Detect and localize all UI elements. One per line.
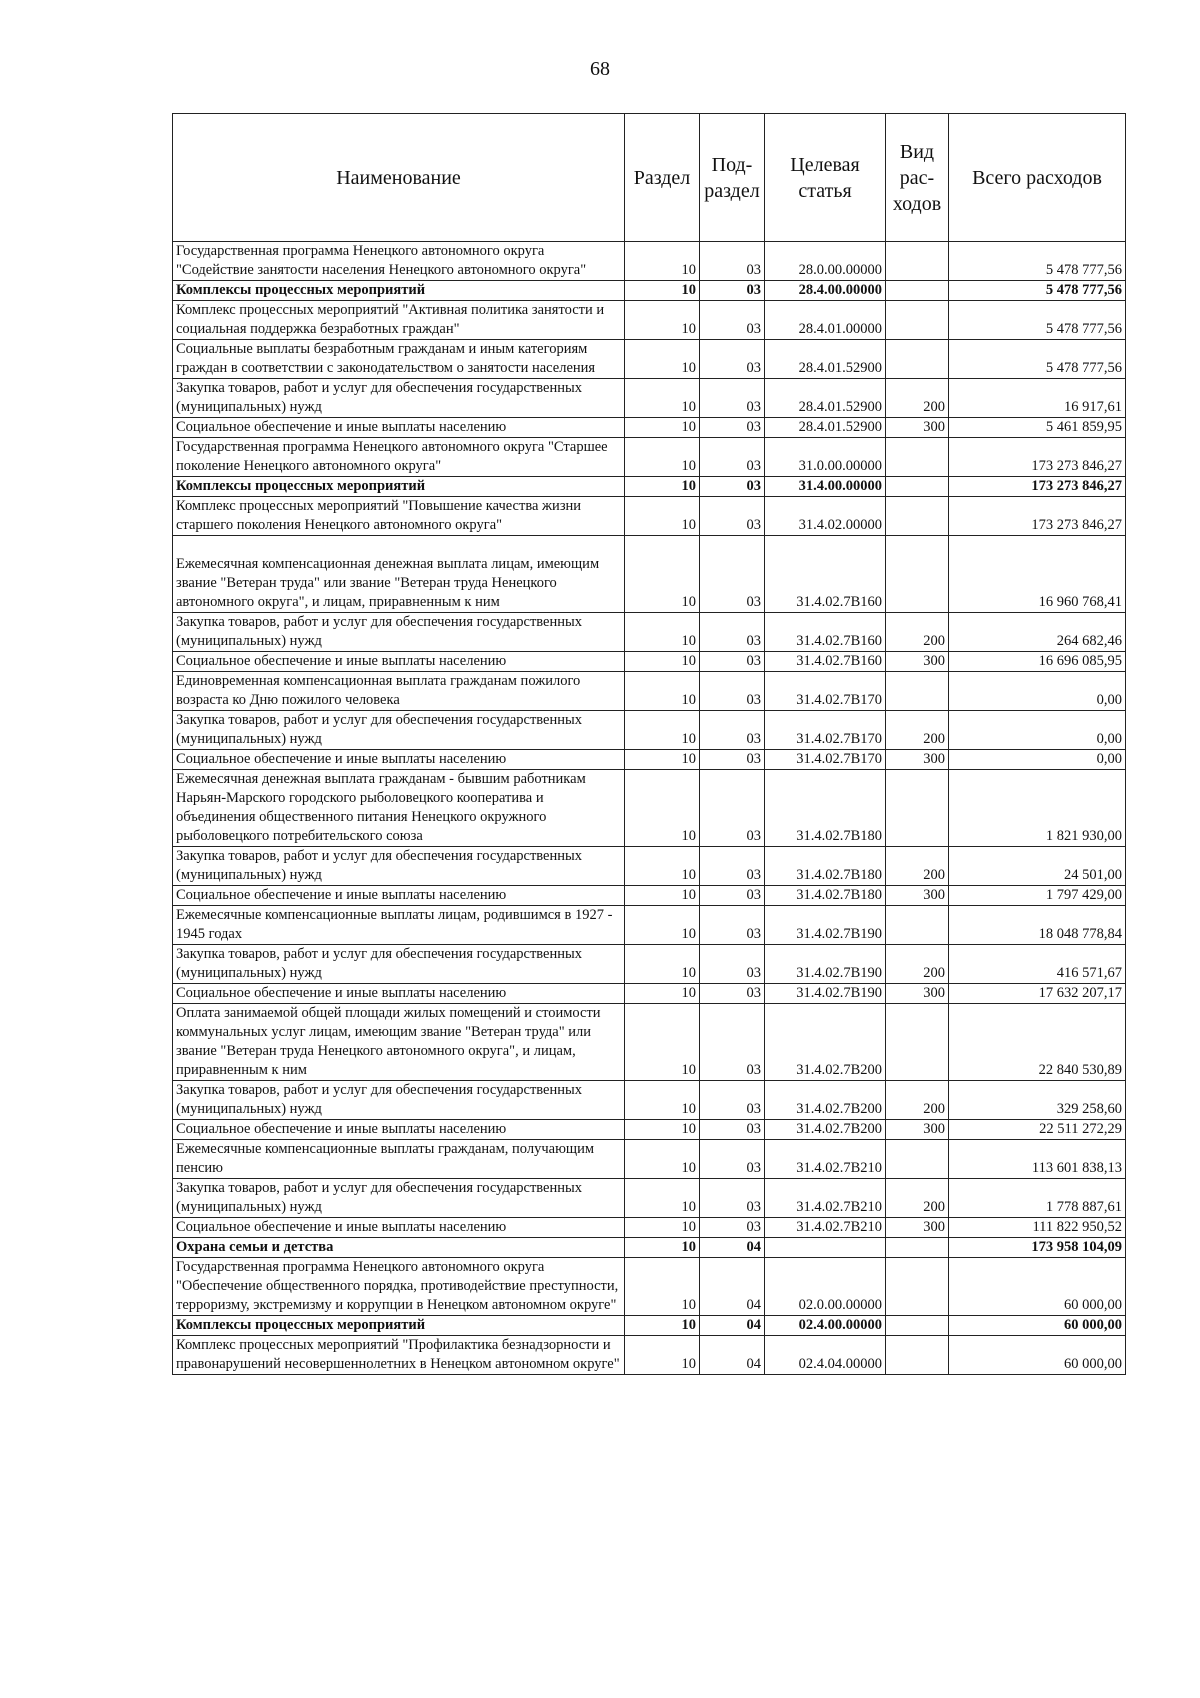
- table-row: [173, 847, 1126, 886]
- cell-subsection: 03: [700, 906, 765, 945]
- table-row: [173, 770, 1126, 847]
- cell-kind: 300: [886, 1218, 949, 1238]
- cell-kind: 300: [886, 750, 949, 770]
- cell-total: 173 273 846,27: [949, 497, 1126, 536]
- cell-subsection: 03: [700, 847, 765, 886]
- header-kind-line3: ходов: [892, 192, 942, 215]
- header-section: Раздел: [625, 114, 700, 242]
- cell-kind: [886, 1238, 949, 1258]
- cell-subsection: 03: [700, 340, 765, 379]
- cell-subsection: 03: [700, 242, 765, 281]
- table-row: [173, 379, 1126, 418]
- cell-section: 10: [625, 379, 700, 418]
- cell-section: 10: [625, 1004, 700, 1081]
- cell-kind: 200: [886, 379, 949, 418]
- header-subsection-line2: раздел: [704, 179, 760, 202]
- cell-kind: 200: [886, 1179, 949, 1218]
- cell-section: 10: [625, 340, 700, 379]
- cell-total: 1 821 930,00: [949, 770, 1126, 847]
- cell-section: 10: [625, 1218, 700, 1238]
- cell-kind: [886, 770, 949, 847]
- table-row: [173, 1238, 1126, 1258]
- cell-kind: [886, 438, 949, 477]
- cell-total: 264 682,46: [949, 613, 1126, 652]
- cell-total: 60 000,00: [949, 1316, 1126, 1336]
- cell-subsection: 03: [700, 1140, 765, 1179]
- table-row: [173, 1316, 1126, 1336]
- cell-kind: [886, 1316, 949, 1336]
- cell-subsection: 03: [700, 497, 765, 536]
- cell-kind: [886, 536, 949, 613]
- cell-subsection: 04: [700, 1336, 765, 1375]
- cell-target: 31.4.02.7В170: [765, 672, 886, 711]
- cell-kind: 300: [886, 418, 949, 438]
- cell-kind: 200: [886, 847, 949, 886]
- table-row: [173, 613, 1126, 652]
- cell-target: 31.4.02.7В180: [765, 847, 886, 886]
- cell-kind: 200: [886, 613, 949, 652]
- table-row: [173, 242, 1126, 281]
- cell-target: 31.4.02.7В160: [765, 536, 886, 613]
- cell-kind: [886, 301, 949, 340]
- cell-section: 10: [625, 613, 700, 652]
- cell-target: 31.4.02.7В170: [765, 750, 886, 770]
- table-row: [173, 1120, 1126, 1140]
- page-number: 68: [590, 58, 610, 80]
- cell-kind: [886, 1140, 949, 1179]
- cell-total: 16 960 768,41: [949, 536, 1126, 613]
- cell-target: [765, 1238, 886, 1258]
- cell-name: Закупка товаров, работ и услуг для обеспечения государственных (муниципальных) нужд: [173, 1081, 625, 1120]
- header-name: Наименование: [173, 114, 625, 242]
- cell-name: Социальное обеспечение и иные выплаты населению: [173, 418, 625, 438]
- cell-target: 02.0.00.00000: [765, 1258, 886, 1316]
- table-row: [173, 1140, 1126, 1179]
- cell-total: 5 478 777,56: [949, 281, 1126, 301]
- cell-section: 10: [625, 1316, 700, 1336]
- cell-subsection: 04: [700, 1258, 765, 1316]
- cell-name: Оплата занимаемой общей площади жилых помещений и стоимости коммунальных услуг лицам, имеющим звание "Ветеран труда" или звание "Ветеран труда Ненецкого автономного округа", и лицам, приравненным к ним: [173, 1004, 625, 1081]
- cell-total: 173 958 104,09: [949, 1238, 1126, 1258]
- cell-target: 31.4.02.7В190: [765, 906, 886, 945]
- cell-section: 10: [625, 242, 700, 281]
- cell-target: 31.4.02.7В180: [765, 770, 886, 847]
- cell-total: 173 273 846,27: [949, 477, 1126, 497]
- cell-target: 31.4.02.7В160: [765, 613, 886, 652]
- budget-table: [172, 113, 1126, 1375]
- cell-section: 10: [625, 1081, 700, 1120]
- cell-subsection: 03: [700, 477, 765, 497]
- cell-total: 416 571,67: [949, 945, 1126, 984]
- cell-target: 31.4.02.7В200: [765, 1004, 886, 1081]
- cell-subsection: 03: [700, 770, 765, 847]
- table-row: [173, 301, 1126, 340]
- cell-name: Закупка товаров, работ и услуг для обеспечения государственных (муниципальных) нужд: [173, 1179, 625, 1218]
- cell-name: Социальное обеспечение и иные выплаты населению: [173, 1120, 625, 1140]
- cell-name: Государственная программа Ненецкого автономного округа "Содействие занятости населения Ненецкого автономного округа": [173, 242, 625, 281]
- table-body: [173, 242, 1126, 1375]
- cell-kind: [886, 242, 949, 281]
- cell-subsection: 03: [700, 438, 765, 477]
- table-row: [173, 438, 1126, 477]
- cell-section: 10: [625, 770, 700, 847]
- cell-total: 113 601 838,13: [949, 1140, 1126, 1179]
- cell-target: 31.4.02.7В200: [765, 1120, 886, 1140]
- table-row: [173, 1258, 1126, 1316]
- cell-target: 31.4.02.7В190: [765, 945, 886, 984]
- cell-total: 17 632 207,17: [949, 984, 1126, 1004]
- cell-kind: 300: [886, 652, 949, 672]
- cell-total: 22 840 530,89: [949, 1004, 1126, 1081]
- cell-subsection: 03: [700, 672, 765, 711]
- table-row: [173, 1081, 1126, 1120]
- table-row: [173, 281, 1126, 301]
- cell-section: 10: [625, 847, 700, 886]
- cell-name: Закупка товаров, работ и услуг для обеспечения государственных (муниципальных) нужд: [173, 613, 625, 652]
- cell-kind: [886, 477, 949, 497]
- cell-kind: [886, 281, 949, 301]
- cell-subsection: 03: [700, 886, 765, 906]
- cell-subsection: 03: [700, 711, 765, 750]
- cell-section: 10: [625, 945, 700, 984]
- cell-total: 173 273 846,27: [949, 438, 1126, 477]
- cell-total: 0,00: [949, 672, 1126, 711]
- cell-kind: 300: [886, 1120, 949, 1140]
- cell-subsection: 03: [700, 418, 765, 438]
- table-row: [173, 1336, 1126, 1375]
- cell-subsection: 03: [700, 750, 765, 770]
- cell-kind: [886, 906, 949, 945]
- cell-total: 22 511 272,29: [949, 1120, 1126, 1140]
- table-row: [173, 750, 1126, 770]
- cell-total: 16 696 085,95: [949, 652, 1126, 672]
- cell-section: 10: [625, 1179, 700, 1218]
- cell-section: 10: [625, 1238, 700, 1258]
- table-row: [173, 1179, 1126, 1218]
- table-row: [173, 340, 1126, 379]
- cell-kind: [886, 1336, 949, 1375]
- cell-section: 10: [625, 984, 700, 1004]
- cell-name: Ежемесячная денежная выплата гражданам - бывшим работникам Нарьян-Марского городского рыболовецкого кооператива и объединения общественного питания Ненецкого окружного рыболовецкого потребительского союза: [173, 770, 625, 847]
- table-row: [173, 1004, 1126, 1081]
- cell-name: Комплексы процессных мероприятий: [173, 281, 625, 301]
- cell-name: Ежемесячные компенсационные выплаты гражданам, получающим пенсию: [173, 1140, 625, 1179]
- cell-name: Единовременная компенсационная выплата гражданам пожилого возраста ко Дню пожилого человека: [173, 672, 625, 711]
- cell-subsection: 04: [700, 1238, 765, 1258]
- cell-target: 31.4.02.7В190: [765, 984, 886, 1004]
- header-subsection-line1: Под-: [711, 153, 753, 176]
- cell-total: 111 822 950,52: [949, 1218, 1126, 1238]
- cell-name: Социальное обеспечение и иные выплаты населению: [173, 984, 625, 1004]
- table-row: [173, 652, 1126, 672]
- cell-name: Государственная программа Ненецкого автономного округа "Старшее поколение Ненецкого автономного округа": [173, 438, 625, 477]
- header-target-line2: статья: [798, 179, 852, 202]
- table-row: [173, 418, 1126, 438]
- cell-target: 28.4.01.52900: [765, 340, 886, 379]
- cell-name: Комплекс процессных мероприятий "Профилактика безнадзорности и правонарушений несовершеннолетних в Ненецком автономном округе": [173, 1336, 625, 1375]
- cell-section: 10: [625, 906, 700, 945]
- cell-kind: [886, 1004, 949, 1081]
- cell-target: 28.4.01.00000: [765, 301, 886, 340]
- cell-name: Социальное обеспечение и иные выплаты населению: [173, 1218, 625, 1238]
- cell-kind: 300: [886, 984, 949, 1004]
- cell-section: 10: [625, 536, 700, 613]
- cell-name: Закупка товаров, работ и услуг для обеспечения государственных (муниципальных) нужд: [173, 711, 625, 750]
- cell-total: 5 478 777,56: [949, 242, 1126, 281]
- cell-total: 60 000,00: [949, 1336, 1126, 1375]
- table-row: [173, 906, 1126, 945]
- cell-target: 28.4.01.52900: [765, 418, 886, 438]
- cell-kind: 300: [886, 886, 949, 906]
- cell-name: Комплексы процессных мероприятий: [173, 1316, 625, 1336]
- table-row: [173, 672, 1126, 711]
- header-target: [765, 114, 886, 242]
- cell-subsection: 04: [700, 1316, 765, 1336]
- cell-name: Государственная программа Ненецкого автономного округа "Обеспечение общественного порядка, противодействие преступности, терроризму, экстремизму и коррупции в Ненецком автономном округе": [173, 1258, 625, 1316]
- cell-name: Социальное обеспечение и иные выплаты населению: [173, 750, 625, 770]
- cell-subsection: 03: [700, 1120, 765, 1140]
- cell-section: 10: [625, 1140, 700, 1179]
- cell-target: 31.4.02.7В170: [765, 711, 886, 750]
- cell-name: Комплекс процессных мероприятий "Повышение качества жизни старшего поколения Ненецкого автономного округа": [173, 497, 625, 536]
- cell-subsection: 03: [700, 984, 765, 1004]
- cell-target: 31.4.02.7В210: [765, 1179, 886, 1218]
- table-row: [173, 497, 1126, 536]
- cell-section: 10: [625, 497, 700, 536]
- cell-kind: [886, 497, 949, 536]
- cell-subsection: 03: [700, 1081, 765, 1120]
- cell-section: 10: [625, 301, 700, 340]
- cell-name: Закупка товаров, работ и услуг для обеспечения государственных (муниципальных) нужд: [173, 379, 625, 418]
- cell-section: 10: [625, 1120, 700, 1140]
- table-row: [173, 1218, 1126, 1238]
- cell-section: 10: [625, 418, 700, 438]
- cell-target: 31.4.02.7В210: [765, 1218, 886, 1238]
- cell-subsection: 03: [700, 613, 765, 652]
- cell-target: 31.4.02.00000: [765, 497, 886, 536]
- cell-section: 10: [625, 750, 700, 770]
- cell-total: 5 461 859,95: [949, 418, 1126, 438]
- cell-section: 10: [625, 711, 700, 750]
- cell-subsection: 03: [700, 301, 765, 340]
- header-subsection: [700, 114, 765, 242]
- cell-kind: 200: [886, 1081, 949, 1120]
- cell-total: 16 917,61: [949, 379, 1126, 418]
- header-total: Всего расходов: [949, 114, 1126, 242]
- cell-name: Ежемесячные компенсационные выплаты лицам, родившимся в 1927 - 1945 годах: [173, 906, 625, 945]
- table-row: [173, 984, 1126, 1004]
- cell-total: 0,00: [949, 711, 1126, 750]
- cell-subsection: 03: [700, 536, 765, 613]
- cell-total: 0,00: [949, 750, 1126, 770]
- cell-section: 10: [625, 281, 700, 301]
- cell-target: 31.4.02.7В160: [765, 652, 886, 672]
- header-kind-line2: рас-: [899, 166, 935, 189]
- cell-name: Ежемесячная компенсационная денежная выплата лицам, имеющим звание "Ветеран труда" или звание "Ветеран труда Ненецкого автономного округа", и лицам, приравненным к ним: [173, 536, 625, 613]
- table-header-row: [173, 114, 1126, 242]
- cell-kind: [886, 1258, 949, 1316]
- cell-target: 31.4.00.00000: [765, 477, 886, 497]
- cell-subsection: 03: [700, 945, 765, 984]
- cell-section: 10: [625, 477, 700, 497]
- cell-subsection: 03: [700, 1179, 765, 1218]
- cell-name: Социальное обеспечение и иные выплаты населению: [173, 886, 625, 906]
- cell-target: 28.4.01.52900: [765, 379, 886, 418]
- cell-target: 28.4.00.00000: [765, 281, 886, 301]
- cell-name: Закупка товаров, работ и услуг для обеспечения государственных (муниципальных) нужд: [173, 945, 625, 984]
- cell-section: 10: [625, 1258, 700, 1316]
- cell-section: 10: [625, 672, 700, 711]
- cell-subsection: 03: [700, 652, 765, 672]
- cell-target: 02.4.04.00000: [765, 1336, 886, 1375]
- cell-target: 28.0.00.00000: [765, 242, 886, 281]
- cell-subsection: 03: [700, 281, 765, 301]
- cell-total: 1 797 429,00: [949, 886, 1126, 906]
- cell-subsection: 03: [700, 1218, 765, 1238]
- cell-total: 5 478 777,56: [949, 301, 1126, 340]
- cell-name: Охрана семьи и детства: [173, 1238, 625, 1258]
- cell-subsection: 03: [700, 379, 765, 418]
- header-target-line1: Целевая: [790, 153, 860, 176]
- table-row: [173, 477, 1126, 497]
- cell-total: 1 778 887,61: [949, 1179, 1126, 1218]
- cell-target: 31.4.02.7В180: [765, 886, 886, 906]
- cell-total: 60 000,00: [949, 1258, 1126, 1316]
- cell-kind: 200: [886, 711, 949, 750]
- table-row: [173, 536, 1126, 613]
- cell-subsection: 03: [700, 1004, 765, 1081]
- cell-section: 10: [625, 886, 700, 906]
- cell-kind: [886, 340, 949, 379]
- cell-name: Социальное обеспечение и иные выплаты населению: [173, 652, 625, 672]
- cell-section: 10: [625, 438, 700, 477]
- cell-target: 02.4.00.00000: [765, 1316, 886, 1336]
- table-row: [173, 945, 1126, 984]
- cell-total: 5 478 777,56: [949, 340, 1126, 379]
- header-kind: [886, 114, 949, 242]
- table-row: [173, 886, 1126, 906]
- cell-total: 24 501,00: [949, 847, 1126, 886]
- cell-kind: 200: [886, 945, 949, 984]
- cell-target: 31.4.02.7В200: [765, 1081, 886, 1120]
- cell-section: 10: [625, 1336, 700, 1375]
- cell-section: 10: [625, 652, 700, 672]
- cell-name: Социальные выплаты безработным гражданам и иным категориям граждан в соответствии с законодательством о занятости населения: [173, 340, 625, 379]
- cell-name: Комплекс процессных мероприятий "Активная политика занятости и социальная поддержка безработных граждан": [173, 301, 625, 340]
- cell-total: 18 048 778,84: [949, 906, 1126, 945]
- cell-target: 31.0.00.00000: [765, 438, 886, 477]
- cell-name: Комплексы процессных мероприятий: [173, 477, 625, 497]
- cell-target: 31.4.02.7В210: [765, 1140, 886, 1179]
- cell-kind: [886, 672, 949, 711]
- table-row: [173, 711, 1126, 750]
- cell-name: Закупка товаров, работ и услуг для обеспечения государственных (муниципальных) нужд: [173, 847, 625, 886]
- cell-total: 329 258,60: [949, 1081, 1126, 1120]
- header-kind-line1: Вид: [899, 140, 935, 163]
